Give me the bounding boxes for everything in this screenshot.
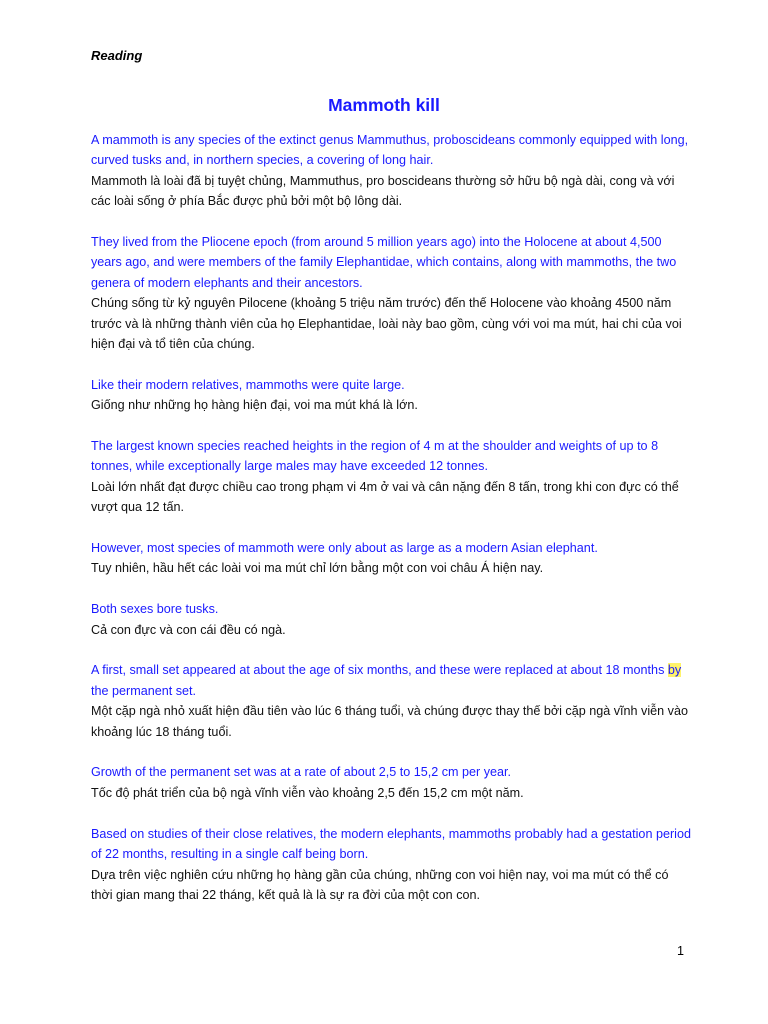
paragraph-3 <box>91 375 691 416</box>
vietnamese-translation: Giống như những họ hàng hiện đại, voi ma mút khá là lớn. <box>91 398 418 413</box>
paragraph-5 <box>91 538 691 579</box>
section-label: Reading <box>91 48 143 63</box>
page-number: 1 <box>676 944 684 958</box>
vietnamese-translation: Dựa trên việc nghiên cứu những họ hàng gần của chúng, những con voi hiện nay, voi ma mút có thể có thời gian mang thai 22 tháng, kết quả là là sự ra đời của một con con. <box>91 867 669 902</box>
english-sentence: The largest known species reached heights in the region of 4 m at the shoulder and weights of up to 8 tonnes, while exceptionally large males may have exceeded 12 tonnes. <box>91 439 659 474</box>
english-text-part: A first, small set appeared at about the age of six months, and these were replaced at about 18 months <box>91 663 668 678</box>
vietnamese-translation: Tuy nhiên, hầu hết các loài voi ma mút chỉ lớn bằng một con voi châu Á hiện nay. <box>91 561 544 576</box>
vietnamese-translation: Một cặp ngà nhỏ xuất hiện đầu tiên vào lúc 6 tháng tuổi, và chúng được thay thế bởi cặp ngà vĩnh viễn vào khoảng lúc 18 tháng tuổi. <box>91 704 688 739</box>
english-sentence: Both sexes bore tusks. <box>91 602 219 617</box>
english-sentence: A mammoth is any species of the extinct genus Mammuthus, proboscideans commonly equipped with long, curved tusks and, in northern species, a covering of long hair. <box>91 133 689 168</box>
english-sentence: However, most species of mammoth were only about as large as a modern Asian elephant. <box>91 541 598 556</box>
vietnamese-translation: Tốc độ phát triển của bộ ngà vĩnh viễn vào khoảng 2,5 đến 15,2 cm một năm. <box>91 785 524 800</box>
paragraph-1 <box>91 130 691 212</box>
paragraph-7 <box>91 660 691 742</box>
vietnamese-translation: Mammoth là loài đã bị tuyệt chủng, Mammuthus, pro boscideans thường sở hữu bộ ngà dài, cong và với các loài sống ở phía Bắc được phủ bởi một bộ lông dài. <box>91 173 675 209</box>
highlighted-word: by <box>667 663 682 678</box>
paragraph-8 <box>91 762 691 803</box>
paragraph-2 <box>91 232 691 354</box>
document-body <box>91 130 691 926</box>
english-sentence: They lived from the Pliocene epoch (from around 5 million years ago) into the Holocene at about 4,500 years ago, and were members of the family Elephantidae, which contains, along with mammoths, the two genera of modern elephants and their ancestors. <box>91 235 677 290</box>
vietnamese-translation: Loài lớn nhất đạt được chiều cao trong phạm vi 4m ở vai và cân nặng đến 8 tấn, trong khi con đực có thể vượt qua 12 tấn. <box>91 479 679 515</box>
vietnamese-translation: Cả con đực và con cái đều có ngà. <box>91 622 286 637</box>
paragraph-9 <box>91 824 691 906</box>
english-sentence <box>91 660 691 701</box>
paragraph-6 <box>91 599 691 640</box>
english-text-part: the permanent set. <box>91 683 197 698</box>
vietnamese-translation: Chúng sống từ kỷ nguyên Pilocene (khoảng 5 triệu năm trước) đến thế Holocene vào khoảng 4500 năm trước và là những thành viên của họ Elephantidae, loài này bao gồm, cùng với voi ma mút, hai chi của voi hiện đại và tổ tiên của chúng. <box>91 296 682 352</box>
english-sentence: Like their modern relatives, mammoths were quite large. <box>91 377 405 392</box>
english-sentence: Based on studies of their close relatives, the modern elephants, mammoths probably had a gestation period of 22 months, resulting in a single calf being born. <box>91 826 691 862</box>
english-sentence: Growth of the permanent set was at a rate of about 2,5 to 15,2 cm per year. <box>91 765 512 780</box>
document-title: Mammoth kill <box>328 95 440 115</box>
paragraph-4 <box>91 436 691 518</box>
